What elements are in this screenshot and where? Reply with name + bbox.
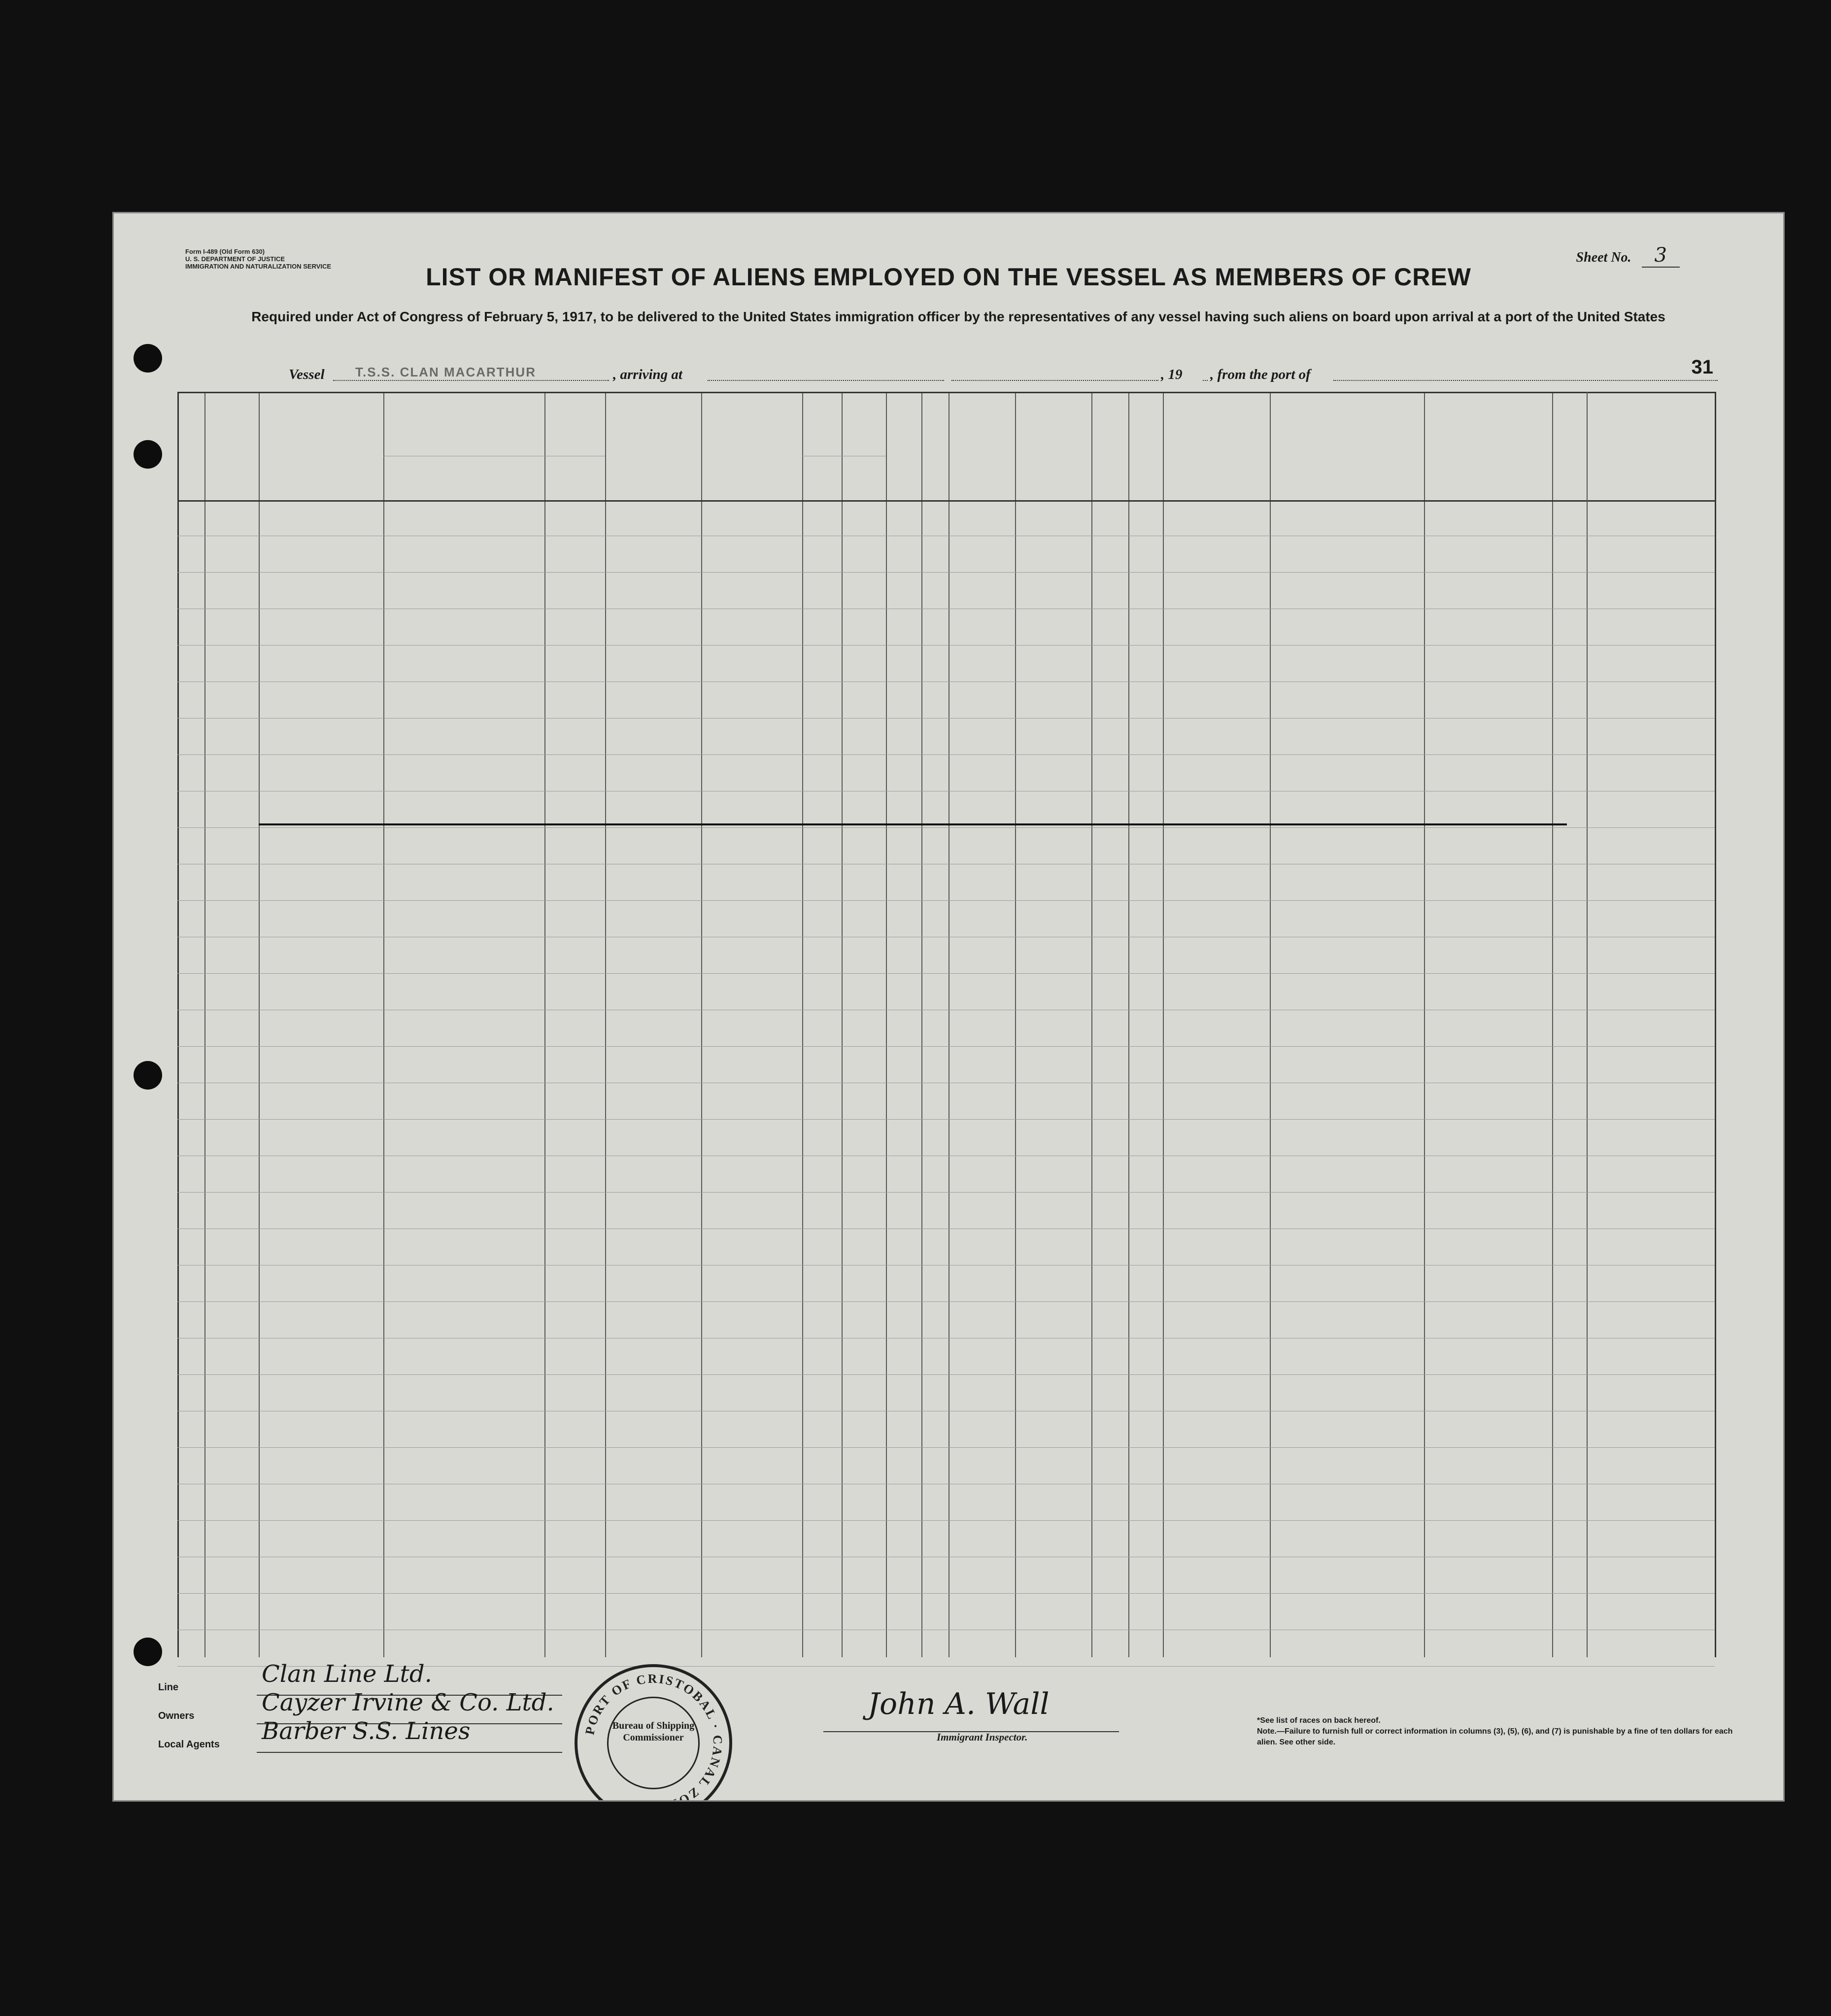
column-rule (802, 392, 803, 1657)
line-label: Line (158, 1682, 179, 1693)
table-cell-marks (1428, 663, 1550, 695)
strikethrough-line (259, 823, 1567, 825)
note-penalty: Note.—Failure to furnish full or correct information in columns (3), (5), (6), and (7) is punishable by a fine of ten dollars for each alien. See other side. (1257, 1727, 1733, 1746)
column-rule (1587, 392, 1588, 1657)
column-rule (701, 392, 702, 1657)
column-rule (1424, 392, 1425, 1657)
column-rule (544, 392, 545, 1657)
column-rule (1091, 392, 1092, 1657)
table-cell-marks (1428, 845, 1550, 878)
table-cell-marks (1428, 517, 1550, 549)
seal-ring-text: PORT OF CRISTOBAL · CANAL ZONE (582, 1671, 725, 1815)
table-cell-marks (1428, 699, 1550, 732)
column-rule (1715, 392, 1716, 1657)
from-label: , from the port of (1210, 367, 1311, 382)
table-cell-marks (1428, 772, 1550, 805)
column-rule (886, 392, 887, 1657)
vessel-name: T.S.S. CLAN MACARTHUR (355, 365, 536, 379)
table-cell-marks (1428, 1064, 1550, 1096)
table-cell-marks (1428, 1137, 1550, 1169)
table-cell-marks (1428, 590, 1550, 622)
inspector-label: Immigrant Inspector. (937, 1731, 1028, 1743)
sheet-value: 3 (1642, 244, 1680, 268)
column-rule (605, 392, 606, 1657)
footer (114, 1657, 1785, 1815)
table-cell-marks (1428, 1100, 1550, 1133)
agents-label: Local Agents (158, 1739, 220, 1750)
column-rule (259, 392, 260, 1657)
owners-label: Owners (158, 1710, 195, 1721)
note-races: *See list of races on back hereof. (1257, 1716, 1381, 1725)
vessel-label: Vessel (289, 367, 325, 382)
service: IMMIGRATION AND NATURALIZATION SERVICE (185, 263, 332, 270)
manifest-sheet (112, 212, 1785, 1815)
column-rule (177, 392, 179, 1657)
table-cell-marks (1428, 1574, 1550, 1607)
table-cell-marks (1428, 991, 1550, 1024)
table-cell-marks (1428, 1027, 1550, 1060)
page-number: 31 (1691, 356, 1713, 378)
column-rule (842, 392, 843, 1657)
official-seal (575, 1664, 732, 1815)
page-title: LIST OR MANIFEST OF ALIENS EMPLOYED ON THE VESSEL AS MEMBERS OF CREW (426, 263, 1471, 291)
table-cell-marks (1428, 1356, 1550, 1388)
table-cell-marks (1428, 1173, 1550, 1206)
department: U. S. DEPARTMENT OF JUSTICE (185, 255, 285, 263)
line-value: Clan Line Ltd. (262, 1660, 432, 1688)
year-label: , 19 (1161, 367, 1183, 382)
punch-hole (134, 344, 162, 373)
column-rule (1163, 392, 1164, 1657)
table-cell-marks (1428, 1429, 1550, 1461)
table-cell-marks (1428, 1283, 1550, 1315)
table-cell-marks (1428, 918, 1550, 951)
column-rule (921, 392, 922, 1657)
column-rule (383, 392, 384, 1657)
footer-notes (1257, 1715, 1750, 1748)
table-cell-marks (1428, 955, 1550, 987)
vessel-row (289, 360, 1724, 386)
seal-center: Bureau of Shipping Commissioner (607, 1697, 700, 1789)
page-subtitle: Required under Act of Congress of February 5, 1917, to be delivered to the United States immigration officer by the representatives of any vessel having such aliens on board upon arrival at a port of the United States (251, 309, 1665, 324)
agents-value: Barber S.S. Lines (262, 1717, 471, 1745)
header-bottom-rule (177, 500, 1715, 502)
sheet-label: Sheet No. (1576, 250, 1631, 265)
table-cell-marks (1428, 1502, 1550, 1534)
crew-table (177, 392, 1715, 1657)
punch-hole (134, 1061, 162, 1090)
header-top-rule (177, 392, 1715, 393)
table-cell-marks (1428, 1246, 1550, 1279)
column-rule (1015, 392, 1016, 1657)
column-rule (204, 392, 205, 1657)
column-rule (1552, 392, 1553, 1657)
table-cell-marks (1428, 1538, 1550, 1571)
form-code: Form I-489 (Old Form 630) (185, 248, 265, 255)
inspector-signature: John A. Wall (868, 1687, 1050, 1721)
table-cell-marks (1428, 882, 1550, 914)
table-cell-marks (1428, 1319, 1550, 1352)
table-cell-marks (1428, 1392, 1550, 1425)
table-cell-marks (1428, 1210, 1550, 1242)
table-cell-marks (1428, 626, 1550, 659)
table-cell-marks (1428, 553, 1550, 586)
column-rule (1270, 392, 1271, 1657)
column-rule (1128, 392, 1129, 1657)
arriving-label: , arriving at (613, 367, 682, 382)
owners-value: Cayzer Irvine & Co. Ltd. (262, 1689, 554, 1716)
table-cell-marks (1428, 1465, 1550, 1498)
table-cell-marks (1428, 1611, 1550, 1643)
punch-hole (134, 440, 162, 469)
table-cell-marks (1428, 736, 1550, 768)
